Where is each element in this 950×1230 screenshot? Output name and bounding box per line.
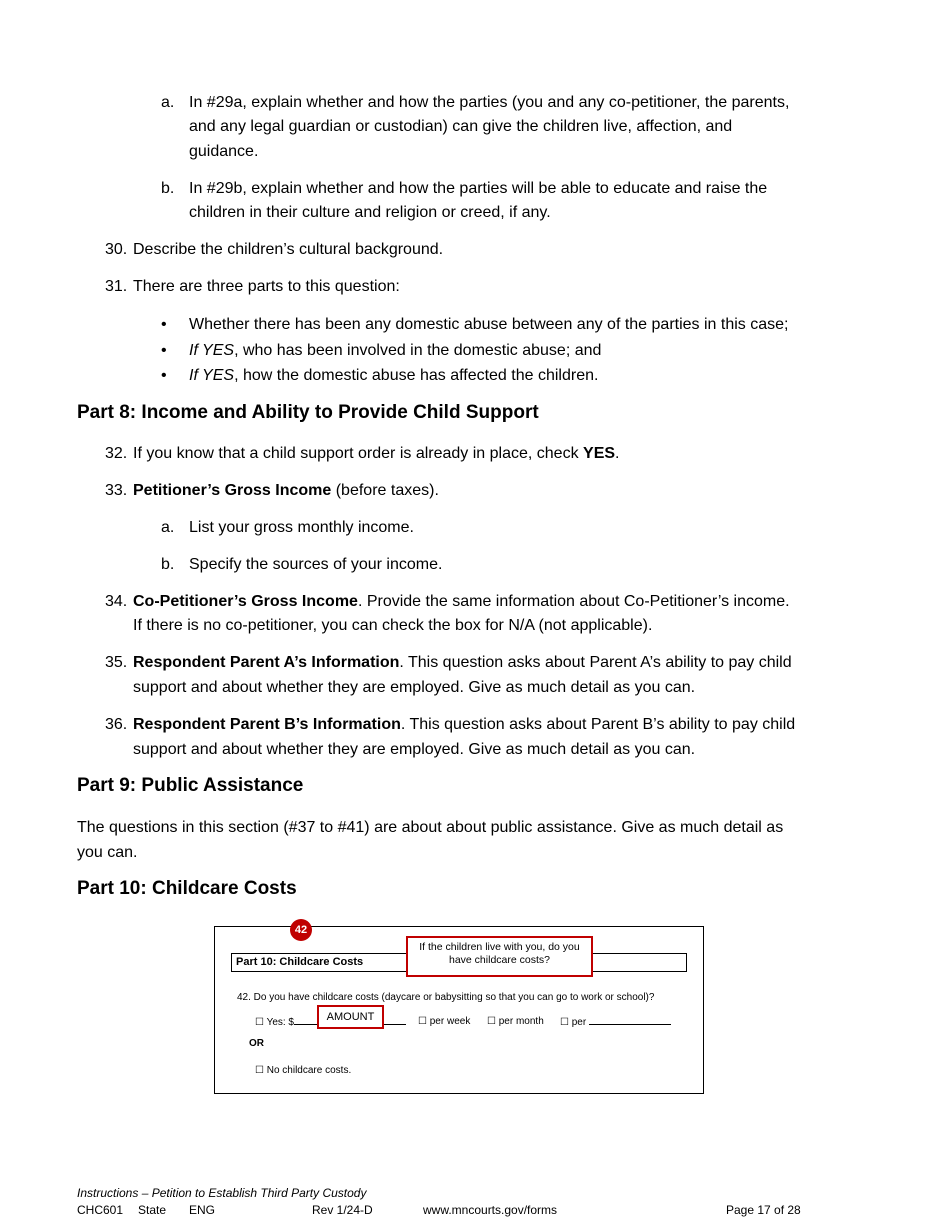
bullet-item [189, 363, 598, 388]
figure-section-title: Part 10: Childcare Costs [236, 956, 364, 968]
question-callout [406, 936, 593, 977]
footer-form-code: CHC601 [77, 1203, 124, 1217]
item-36-body: . This question asks about Parent B’s ability to pay child [400, 716, 796, 733]
item-32-end: . [615, 445, 620, 462]
item-29b-line1: In #29b, explain whether and how the parties will be able to educate and raise the [189, 180, 768, 197]
no-costs-option: ☐ No childcare costs. [255, 1065, 352, 1076]
item-29a-label: a. [161, 94, 175, 111]
item-36-label: 36. [105, 716, 128, 733]
item-33-body: (before taxes). [331, 482, 439, 499]
item-32-label: 32. [105, 445, 128, 462]
item-34-bold: Co-Petitioner’s Gross Income [133, 593, 358, 610]
item-35-line2: support and about whether they are employed. Give as much detail as you can. [133, 679, 696, 696]
part8-heading: Part 8: Income and Ability to Provide Child Support [77, 402, 539, 423]
item-32-bold: YES [583, 445, 616, 462]
item-36-line2: support and about whether they are employed. Give as much detail as you can. [133, 741, 696, 758]
bullet-mark: • [161, 342, 167, 359]
footer-language: ENG [189, 1203, 216, 1217]
item-33-bold: Petitioner’s Gross Income [133, 482, 332, 499]
per-week-option: ☐ per week [418, 1016, 471, 1027]
bullet-text: , how the domestic abuse has affected the children. [234, 367, 599, 384]
item-33a-text: List your gross monthly income. [189, 519, 414, 536]
part9-text-line1: The questions in this section (#37 to #41) are about about public assistance. Give as much detail as [77, 819, 784, 836]
item-36-bold: Respondent Parent B’s Information [133, 716, 401, 733]
footer-revision: Rev 1/24-D [312, 1203, 373, 1217]
per-label: ☐ per [560, 1017, 587, 1028]
item-33b-text: Specify the sources of your income. [189, 556, 443, 573]
item-35-line1 [133, 650, 792, 675]
bullet-item: Whether there has been any domestic abuse between any of the parties in this case; [189, 316, 789, 333]
item-33b-label: b. [161, 556, 175, 573]
item-34-line1 [133, 589, 790, 614]
footer-title: Instructions – Petition to Establish Third Party Custody [77, 1186, 367, 1200]
item-32-text [133, 441, 619, 466]
bullet-text: , who has been involved in the domestic abuse; and [234, 342, 602, 359]
bullet-italic: If YES [189, 367, 235, 384]
item-29b-label: b. [161, 180, 175, 197]
callout-line: have childcare costs? [449, 954, 550, 966]
part9-text-line2: you can. [77, 844, 138, 861]
callout-line: If the children live with you, do you [419, 941, 580, 953]
footer-page-number: Page 17 of 28 [726, 1203, 801, 1217]
item-31-text: There are three parts to this question: [133, 278, 400, 295]
per-line [589, 1015, 671, 1025]
item-31-label: 31. [105, 278, 128, 295]
or-label: OR [249, 1038, 264, 1049]
item-33-label: 33. [105, 482, 128, 499]
item-33a-label: a. [161, 519, 175, 536]
item-35-label: 35. [105, 654, 128, 671]
childcare-form-figure [214, 926, 704, 1094]
per-month-option: ☐ per month [487, 1016, 544, 1027]
bullet-italic: If YES [189, 342, 235, 359]
item-34-label: 34. [105, 593, 128, 610]
item-36-line1 [133, 712, 795, 737]
amount-callout: AMOUNT [317, 1005, 384, 1029]
part10-heading: Part 10: Childcare Costs [77, 878, 297, 899]
item-33-text [133, 478, 439, 503]
item-35-body: . This question asks about Parent A’s ability to pay child [399, 654, 792, 671]
item-30-label: 30. [105, 241, 128, 258]
item-29b-line2: children in their culture and religion or creed, if any. [189, 204, 551, 221]
item-34-body: . Provide the same information about Co-Petitioner’s income. [357, 593, 790, 610]
item-29a-line1: In #29a, explain whether and how the parties (you and any co-petitioner, the parents, [189, 94, 790, 111]
item-35-bold: Respondent Parent A’s Information [133, 654, 400, 671]
figure-question: 42. Do you have childcare costs (daycare or babysitting so that you can go to work or school)? [237, 992, 655, 1003]
footer-state: State [138, 1203, 167, 1217]
part9-heading: Part 9: Public Assistance [77, 775, 304, 796]
yes-label: ☐ Yes: $ [255, 1017, 294, 1028]
bullet-mark: • [161, 316, 167, 333]
item-29a-line2: and any legal guardian or custodian) can give the children live, affection, and [189, 118, 733, 135]
bullet-item [189, 338, 601, 363]
footer-url: www.mncourts.gov/forms [423, 1203, 558, 1217]
item-32-body: If you know that a child support order is already in place, check [133, 445, 584, 462]
per-other-option [560, 1015, 671, 1029]
question-number-badge: 42 [290, 919, 312, 941]
item-34-line2: If there is no co-petitioner, you can check the box for N/A (not applicable). [133, 617, 653, 634]
item-29a-line3: guidance. [189, 143, 259, 160]
item-30-text: Describe the children’s cultural background. [133, 241, 444, 258]
bullet-mark: • [161, 367, 167, 384]
